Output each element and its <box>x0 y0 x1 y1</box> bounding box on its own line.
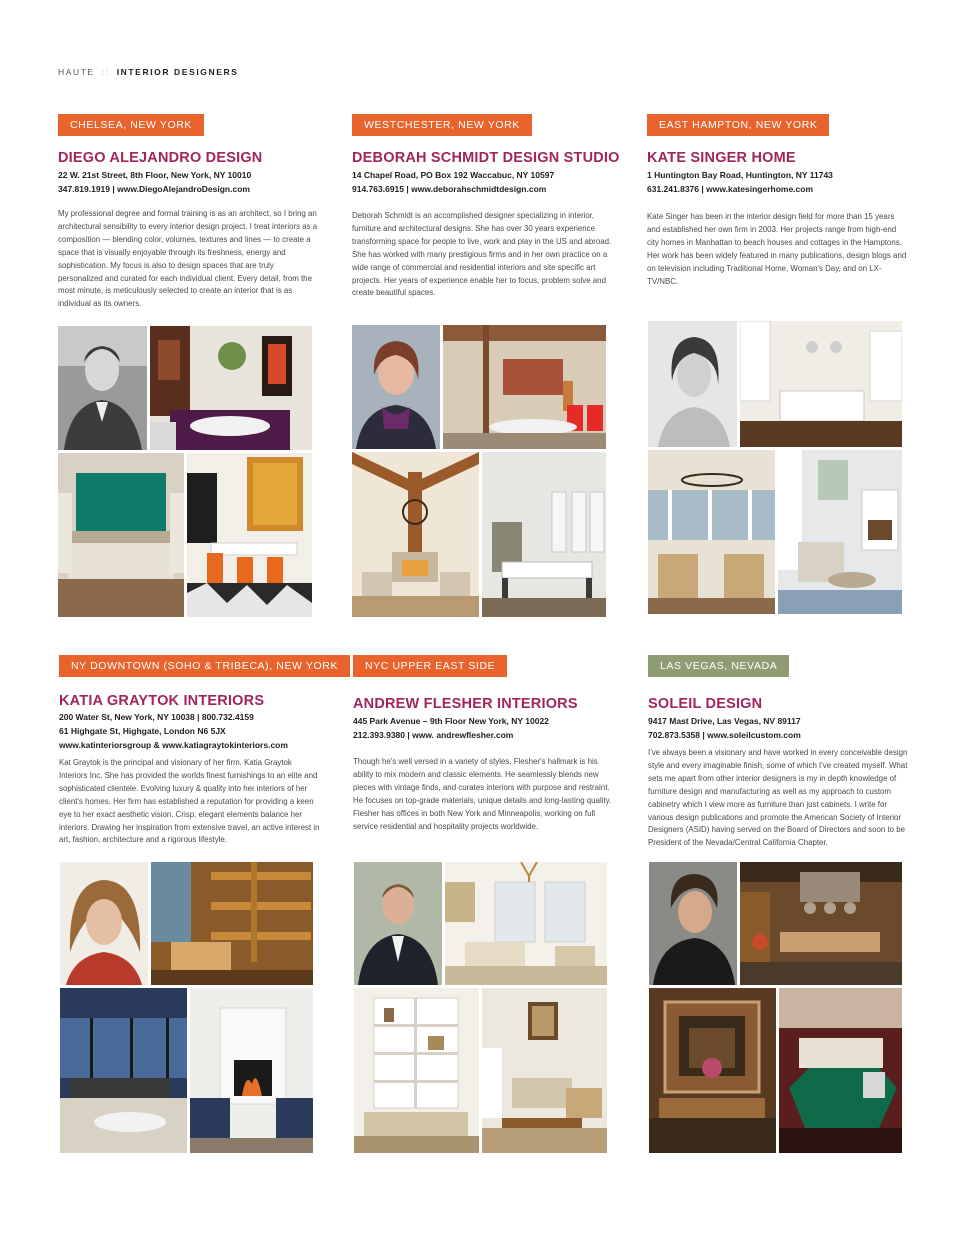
interior-photo-study <box>482 988 607 1153</box>
interior-photo-beamed-room <box>352 452 479 617</box>
interior-photo-sitting-room <box>778 450 902 614</box>
interior-photo-porch <box>648 450 775 614</box>
interior-photo-dining-room <box>187 453 312 617</box>
interior-photo-fireplace <box>190 988 313 1153</box>
interior-photo-white-kitchen <box>740 321 902 447</box>
designer-address: 445 Park Avenue – 9th Floor New York, NY 10022 <box>353 716 549 726</box>
designer-name: DIEGO ALEJANDRO DESIGN <box>58 150 263 166</box>
designer-address: 200 Water St, New York, NY 10038 | 800.732.4159 <box>59 712 254 722</box>
interior-photo-lounge <box>443 325 606 449</box>
designer-address: 1 Huntington Bay Road, Huntington, NY 11743 <box>647 170 833 180</box>
location-tag: WESTCHESTER, NEW YORK <box>352 114 532 136</box>
designer-contact: www.katinteriorsgroup & www.katiagraytokinteriors.com <box>59 740 288 750</box>
interior-photo-penthouse <box>60 988 187 1153</box>
designer-portrait-photo <box>648 321 737 447</box>
interior-photo-green-table <box>779 988 902 1153</box>
location-tag: EAST HAMPTON, NEW YORK <box>647 114 829 136</box>
designer-description: Kate Singer has been in the interior design field for more than 15 years and established her own firm in 2003. Her projects range from high-end city homes in Manhattan to beach houses and cottages in the Hamptons. Her work has been widely featured in many publications, design blogs and on television including Traditional Home, Woman's Day, and on LX-TV/NBC. <box>647 212 907 286</box>
designer-address: 14 Chapel Road, PO Box 192 Waccabuc, NY 10597 <box>352 170 555 180</box>
interior-photo-bedroom <box>58 453 184 617</box>
location-tag: LAS VEGAS, NEVADA <box>648 655 789 677</box>
designer-contact: 212.393.9380 | www. andrewflesher.com <box>353 730 514 740</box>
location-tag: NY DOWNTOWN (SOHO & TRIBECA), NEW YORK <box>59 655 350 677</box>
designer-portrait-photo <box>352 325 440 449</box>
designer-description: Deborah Schmidt is an accomplished designer specializing in interior, furniture and architectural designs. She has over 30 years experience transforming space for people to live, work and play in the US and abroad. She has worked with many prestigious firms and in her own practice on a wide range of commercial and residential interiors and site specific art projects. Her years of experience enable her to focus, problem solve and create beautiful spaces. <box>352 211 612 298</box>
interior-photo-kitchen <box>482 452 606 617</box>
designer-description: My professional degree and formal training is as an architect, so I bring an architectural sensibility to every interior design project. I treat interiors as a composition — blending color, volumes, textures and lines — to create a space that is visually enjoyable through its freshness, energy and sophistication. My focus is also to design spaces that are truly personalized and curated for each individual client. Every detail, from the most minute, is meticulously selected to create an interior that is as individual as its owners. <box>58 209 318 309</box>
designer-name: KATIA GRAYTOK INTERIORS <box>59 693 265 709</box>
designer-description: Though he's well versed in a variety of styles, Flesher's hallmark is his ability to mix modern and classic elements. He seamlessly blends new pieces with vintage finds, and curates interiors with purpose and restraint. He focuses on top-grade materials, unique details and long-lasting quality. Flesher has offices in both New York and Minneapolis, working on full service residential and hospitality projects worldwide. <box>353 757 612 831</box>
designer-description: Kat Graytok is the principal and visionary of her firm. Katia Graytok Interiors Inc. She has provided the worlds finest furnishings to an elite and sophisticated clientele. Evolving luxury & quality into her interiors of her client's homes. Her firm has established a reputation for providing a keen eye to her exact aesthetic vision. Crisp, elegant elements balance her interiors. Drawing her inspiration from extensive travel, an active interest in art, fashion, architecture and a rigorous lifestyle. <box>59 758 320 845</box>
designer-contact: 347.819.1919 | www.DiegoAlejandroDesign.com <box>58 184 250 194</box>
designer-address: 9417 Mast Drive, Las Vegas, NV 89117 <box>648 716 801 726</box>
designer-name: SOLEIL DESIGN <box>648 696 763 712</box>
interior-photo-library <box>151 862 313 985</box>
publication-name: HAUTE <box>58 67 95 77</box>
interior-photo-living-room <box>150 326 312 450</box>
location-tag: CHELSEA, NEW YORK <box>58 114 204 136</box>
designer-contact: 914.763.6915 | www.deborahschmidtdesign.com <box>352 184 547 194</box>
designer-name: KATE SINGER HOME <box>647 150 796 166</box>
location-tag: NYC UPPER EAST SIDE <box>353 655 507 677</box>
designer-contact: 631.241.8376 | www.katesingerhome.com <box>647 184 814 194</box>
designer-portrait-photo <box>649 862 737 985</box>
designer-address-london: 61 Highgate St, Highgate, London N6 5JX <box>59 726 226 736</box>
page-header <box>58 67 239 77</box>
designer-name: ANDREW FLESHER INTERIORS <box>353 696 578 712</box>
designer-description: I've always been a visionary and have worked in every conceivable design style and every imaginable finish, some of which I've created myself. What sets me apart from other interior designers is my in depth knowledge of furniture design and manufacturing as well as my approach to custom cabinetry which I view more as furniture than just cabinets. I write for various design publications and promote the American Society of Interior Designers (ASID) having served on the Board of Directors and soon to be President of the Nevada/Central California Chapter. <box>648 748 908 848</box>
designer-portrait-photo <box>354 862 442 985</box>
interior-photo-ornate-cabinet <box>649 988 776 1153</box>
designer-portrait-photo <box>58 326 147 450</box>
interior-photo-rustic-kitchen <box>740 862 902 985</box>
section-title: INTERIOR DESIGNERS <box>116 67 239 77</box>
header-separator: :: <box>101 67 110 77</box>
interior-photo-bookshelves <box>354 988 479 1153</box>
designer-name: DEBORAH SCHMIDT DESIGN STUDIO <box>352 150 620 166</box>
designer-contact: 702.873.5358 | www.soleilcustom.com <box>648 730 801 740</box>
designer-portrait-photo <box>60 862 148 985</box>
designer-address: 22 W. 21st Street, 8th Floor, New York, NY 10010 <box>58 170 252 180</box>
interior-photo-white-living-room <box>445 862 607 985</box>
